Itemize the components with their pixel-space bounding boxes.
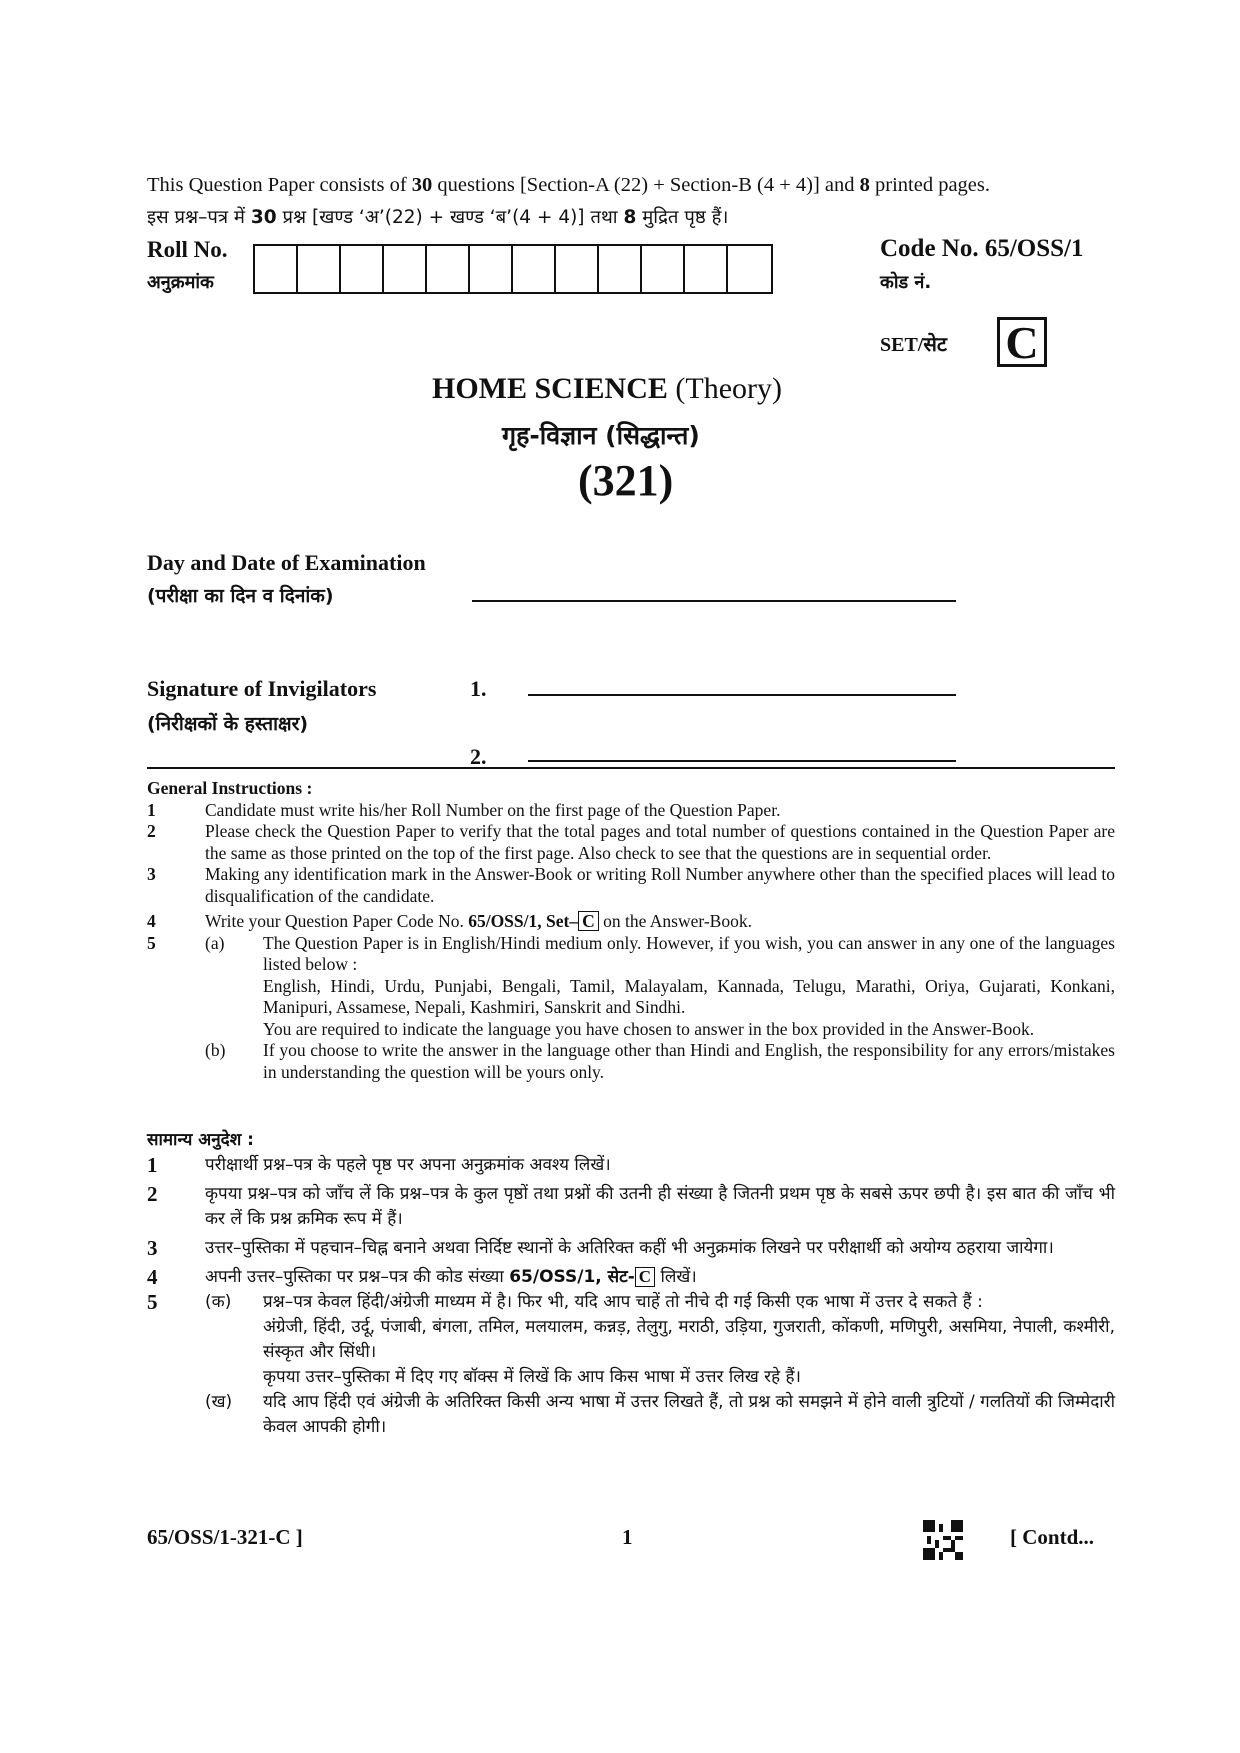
subject-code: (321) (578, 456, 674, 505)
roll-label-en: Roll No. (147, 237, 228, 262)
header-line-en: This Question Paper consists of 30 questions [Section-A (22) + Section-B (4 + 4)] and 8 printed pages. (147, 174, 991, 196)
invigilator-sign-label-en: Signature of Invigilators (147, 676, 377, 701)
page-number: 1 (622, 1525, 633, 1549)
roll-digit-box[interactable] (685, 246, 728, 292)
subject-title: HOME SCIENCE (Theory) (432, 372, 782, 405)
instruction-item: 1 परीक्षार्थी प्रश्न–पत्र के पहले पृष्ठ पर अपना अनुक्रमांक अवश्य लिखें। (147, 1153, 611, 1177)
instructions-heading: General Instructions : (147, 778, 313, 798)
instruction-item: 3 Making any identification mark in the Answer-Book or writing Roll Number anywhere other than the specified places will lead to disqualification of the candidate. (147, 864, 1115, 906)
roll-number-boxes[interactable] (253, 244, 773, 294)
roll-digit-box[interactable] (728, 246, 771, 292)
roll-digit-box[interactable] (427, 246, 470, 292)
footer-paper-code: 65/OSS/1-321-C ] (147, 1525, 303, 1549)
roll-label-hi: अनुक्रमांक (147, 272, 214, 293)
sign-1-line[interactable] (528, 694, 956, 696)
instruction-item: (b) If you choose to write the answer in the language other than Hindi and English, the responsibility for any errors/mistakes in understanding the question will be yours only. (205, 1040, 1115, 1082)
set-box: C (997, 317, 1047, 367)
sign-2-label: 2. (470, 744, 487, 769)
set-mini-box: C (635, 1267, 655, 1287)
instruction-item: 5 (क) प्रश्न–पत्र केवल हिंदी/अंग्रेजी माध्यम में है। फिर भी, यदि आप चाहें तो नीचे दी गई किसी एक भाषा में उत्तर दे सकते हैं : अंग्रेजी, हिंदी, उर्दू, पंजाबी, बंगला, तमिल, मलयालम, कन्नड़, तेलुगु, मराठी, उड़िया, गुजराती, कोंकणी, मणिपुरी, असमिया, नेपाली, कश्मीरी, संस्कृत और सिंधी। कृपया उत्तर–पुस्तिका में दिए गए बॉक्स में लिखें कि आप किस भाषा में उत्तर लिख रहे हैं। (147, 1290, 1115, 1387)
roll-digit-box[interactable] (298, 246, 341, 292)
instruction-item: 1 Candidate must write his/her Roll Number on the first page of the Question Paper. (147, 799, 781, 820)
invigilator-sign-label-hi: (निरीक्षकों के हस्ताक्षर) (147, 713, 309, 735)
roll-digit-box[interactable] (513, 246, 556, 292)
instruction-item: 2 Please check the Question Paper to verify that the total pages and total number of questions contained in the Question Paper are the same as those printed on the top of the first page. Also check to see that the questions are in sequential order. (147, 821, 1115, 863)
roll-digit-box[interactable] (599, 246, 642, 292)
exam-date-label-en: Day and Date of Examination (147, 550, 426, 575)
roll-digit-box[interactable] (470, 246, 513, 292)
instruction-item: 4 Write your Question Paper Code No. 65/OSS/1, Set– C on the Answer-Book. (147, 911, 752, 931)
instruction-item: 4 अपनी उत्तर–पुस्तिका पर प्रश्न–पत्र की कोड संख्या 65/OSS/1, सेट- C लिखें। (147, 1265, 697, 1289)
general-instructions-hi (147, 1128, 1115, 1440)
roll-digit-box[interactable] (642, 246, 685, 292)
sign-1-label: 1. (470, 676, 487, 701)
roll-digit-box[interactable] (255, 246, 298, 292)
code-number: Code No. 65/OSS/1 (880, 235, 1084, 262)
exam-date-line[interactable] (472, 600, 956, 602)
instruction-item: (ख) यदि आप हिंदी एवं अंग्रेजी के अतिरिक्त किसी अन्य भाषा में उत्तर लिखते हैं, तो प्रश्न को समझने में होने वाली त्रुटियों / गलतियों की जिम्मेदारी केवल आपकी होगी। (205, 1392, 1115, 1437)
footer-contd: [ Contd... (1010, 1525, 1095, 1549)
roll-digit-box[interactable] (384, 246, 427, 292)
set-mini-box: C (578, 911, 599, 931)
qr-code-icon (923, 1520, 963, 1560)
instruction-item: 5 (a) The Question Paper is in English/Hindi medium only. However, if you wish, you can answer in any one of the languages listed below : English, Hindi, Urdu, Punjabi, Bengali, Tamil, Malayalam, Kannada, Telugu, Marathi, Oriya, Gujarati, Konkani, Manipuri, Assamese, Nepali, Kashmiri, Sanskrit and Sindhi. You are required to indicate the language you have chosen to answer in the box provided in the Answer-Book. (147, 932, 1115, 1039)
instructions-heading-hi: सामान्य अनुदेश : (147, 1130, 254, 1150)
general-instructions-en (147, 778, 1115, 1083)
subject-title-hi: गृह-विज्ञान (सिद्धान्त) (502, 421, 700, 450)
roll-digit-box[interactable] (341, 246, 384, 292)
set-label: SET/सेट (880, 334, 947, 356)
roll-digit-box[interactable] (556, 246, 599, 292)
code-label-hi: कोड नं. (880, 272, 932, 293)
exam-date-label-hi: (परीक्षा का दिन व दिनांक) (147, 585, 334, 607)
header-line-hi: इस प्रश्न–पत्र में 30 प्रश्न [खण्ड ‘अ’(22) + खण्ड ‘ब’(4 + 4)] तथा 8 मुद्रित पृष्ठ हैं। (147, 207, 729, 228)
instruction-item: 3 उत्तर–पुस्तिका में पहचान–चिह्न बनाने अथवा निर्दिष्ट स्थानों के अतिरिक्त कहीं भी अनुक्रमांक लिखने पर परीक्षार्थी को अयोग्य ठहराया जायेगा। (147, 1236, 1054, 1260)
sign-2-line[interactable] (528, 760, 956, 762)
divider (147, 767, 1115, 769)
instruction-item: 2 कृपया प्रश्न–पत्र को जाँच लें कि प्रश्न–पत्र के कुल पृष्ठों तथा प्रश्नों की उतनी ही संख्या है जितनी प्रथम पृष्ठ के सबसे ऊपर छपी है। इस बात की जाँच भी कर लें कि प्रश्न क्रमिक रूप में हैं। (147, 1182, 1115, 1229)
code-value: 65/OSS/1 (984, 235, 1084, 262)
